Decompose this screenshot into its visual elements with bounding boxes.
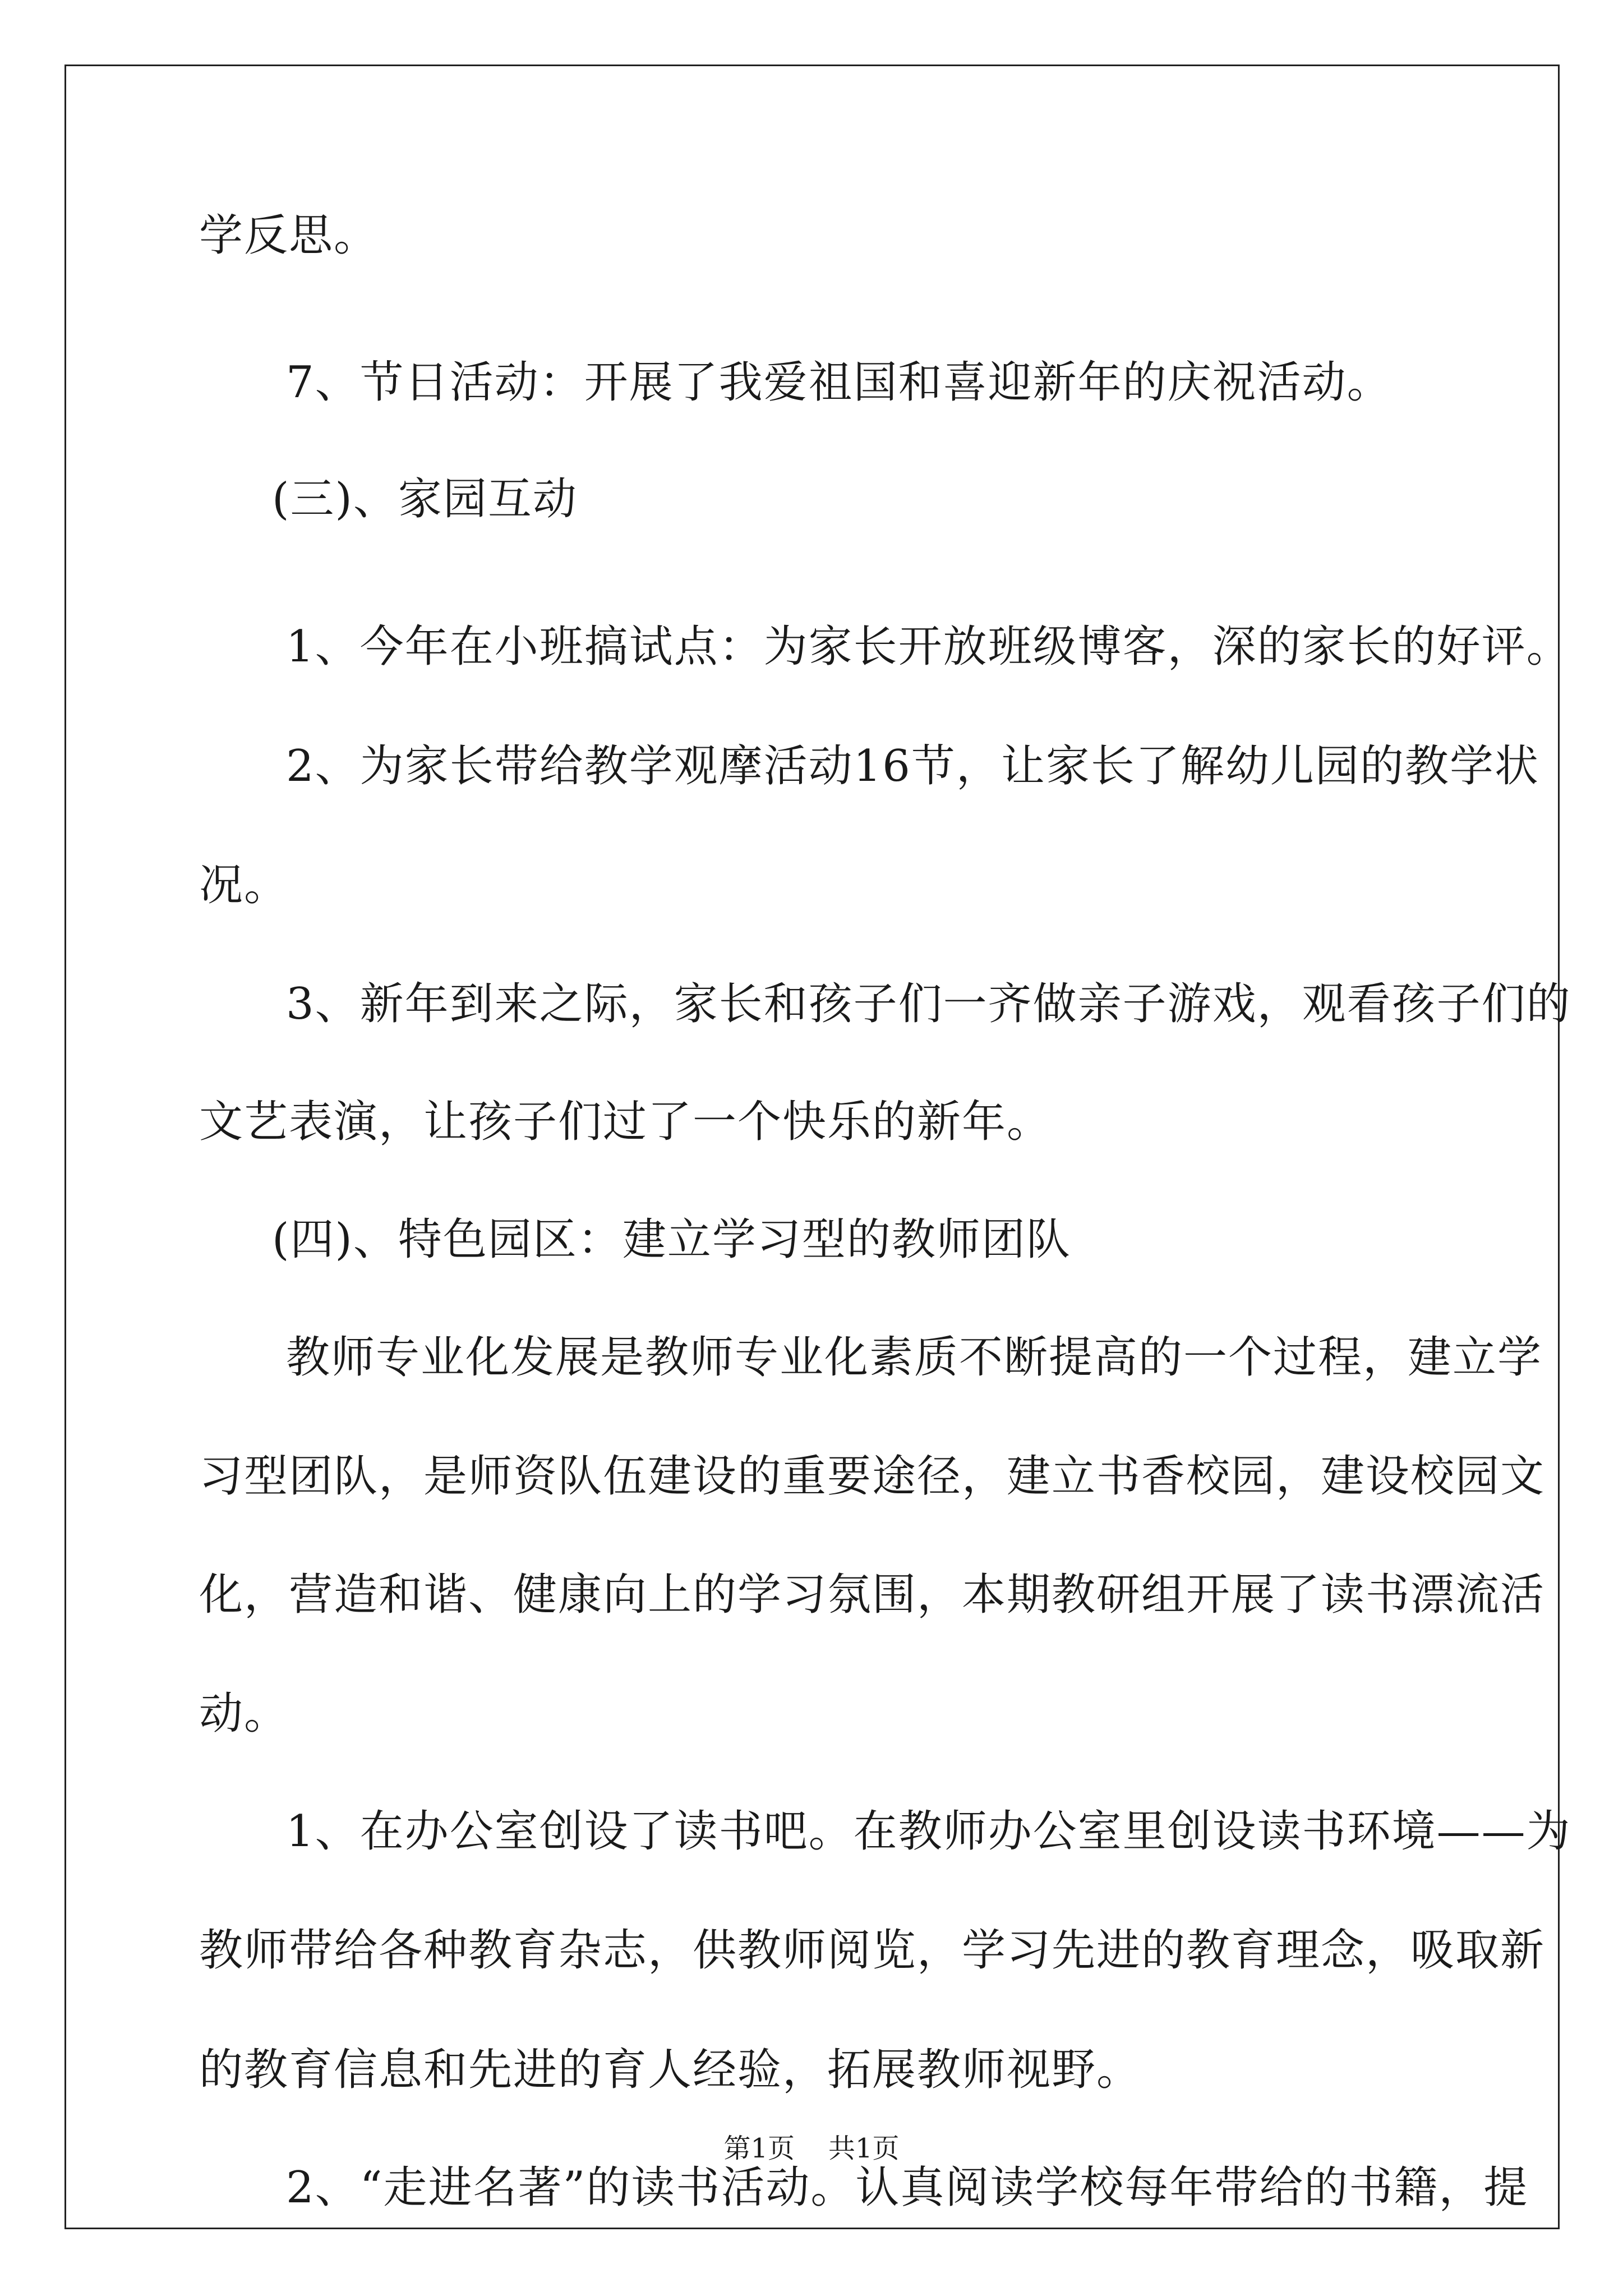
text-line: 学反思。 xyxy=(199,210,379,261)
text-line: 况。 xyxy=(199,860,289,910)
text-line: 动。 xyxy=(199,1688,289,1739)
page-number-current: 第1页 xyxy=(723,2133,795,2164)
text-line: 7、节日活动：开展了我爱祖国和喜迎新年的庆祝活动。 xyxy=(286,357,1392,408)
text-line: 化，营造和谐、健康向上的学习氛围，本期教研组开展了读书漂流活 xyxy=(199,1570,1546,1620)
text-line: 文艺表演，让孩子们过了一个快乐的新年。 xyxy=(199,1097,1052,1147)
page-number-total: 共1页 xyxy=(828,2133,900,2164)
text-line: 教师专业化发展是教师专业化素质不断提高的一个过程，建立学 xyxy=(286,1332,1543,1383)
text-line: 2、为家长带给教学观摩活动16节，让家长了解幼儿园的教学状 xyxy=(286,741,1539,792)
text-line: 教师带给各种教育杂志，供教师阅览，学习先进的教育理念，吸取新 xyxy=(199,1925,1546,1976)
page-footer xyxy=(0,2132,1623,2165)
text-line: 习型团队，是师资队伍建设的重要途径，建立书香校园，建设校园文 xyxy=(199,1451,1546,1502)
section-heading: (四)、特色园区：建立学习型的教师团队 xyxy=(272,1214,1071,1265)
text-line: 的教育信息和先进的育人经验，拓展教师视野。 xyxy=(199,2045,1142,2095)
section-heading: (三)、家园互动 xyxy=(272,474,578,524)
text-line: 3、新年到来之际，家长和孩子们一齐做亲子游戏，观看孩子们的 xyxy=(286,979,1571,1029)
text-line: 2、“走进名著”的读书活动。认真阅读学校每年带给的书籍，提 xyxy=(286,2162,1529,2213)
text-line: 1、今年在小班搞试点：为家长开放班级博客，深的家长的好评。 xyxy=(286,622,1571,672)
text-line: 1、在办公室创设了读书吧。在教师办公室里创设读书环境——为 xyxy=(286,1806,1571,1857)
